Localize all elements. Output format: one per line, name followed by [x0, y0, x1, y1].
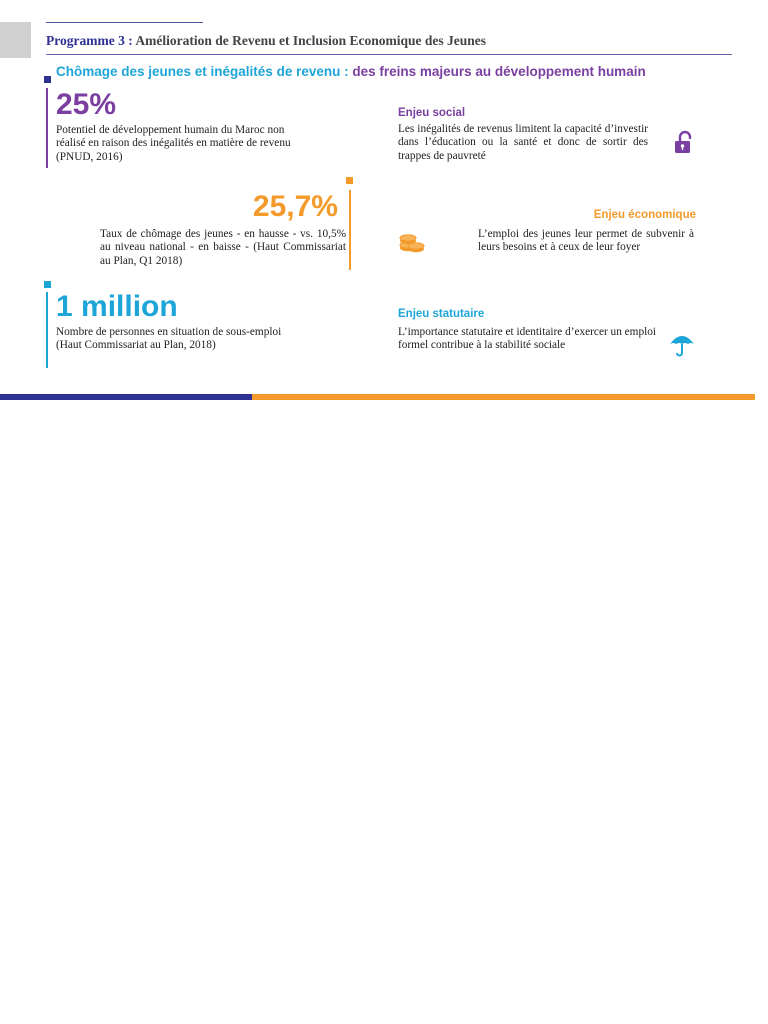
- enjeu-title: Enjeu économique: [593, 209, 696, 221]
- enjeu-title: Enjeu statutaire: [398, 308, 485, 320]
- stat-source: (Haut Commissariat au Plan, 2018): [56, 339, 216, 352]
- enjeu-description: L’emploi des jeunes leur permet de subvenir à leurs besoins et à ceux de leur foyer: [478, 228, 694, 254]
- stat-divider: [349, 190, 351, 270]
- subtitle-part2: des freins majeurs au développement humain: [352, 64, 646, 79]
- enjeu-description: Les inégalités de revenus limitent la capacité d’investir dans l’éducation ou la santé et donc de sortir des trappes de pauvreté: [398, 123, 648, 162]
- coins-icon: [398, 229, 428, 253]
- stat-divider: [46, 88, 48, 168]
- page-header: [46, 33, 486, 49]
- header-rule: [46, 54, 732, 55]
- stat-value: 25%: [56, 88, 117, 121]
- program-title: Amélioration de Revenu et Inclusion Economique des Jeunes: [135, 33, 486, 48]
- top-rule: [46, 22, 203, 23]
- stat-value: 1 million: [56, 290, 178, 323]
- enjeu-title: Enjeu social: [398, 107, 466, 119]
- bullet-square: [44, 76, 51, 83]
- stat-description: Taux de chômage des jeunes - en hausse - vs. 10,5% au niveau national - en baisse - (Haut Commissariat au Plan, Q1 2018): [100, 228, 346, 267]
- stat-divider: [46, 292, 48, 368]
- stat-description: [56, 326, 288, 353]
- footer-bar-orange: [252, 394, 755, 400]
- umbrella-icon: [669, 332, 695, 358]
- stat-description: Potentiel de développement humain du Maroc non réalisé en raison des inégalités en matière de revenu (PNUD, 2016): [56, 124, 291, 163]
- stat-value: 25,7%: [252, 190, 338, 223]
- page-corner-tab: [0, 22, 31, 58]
- bullet-square: [44, 281, 51, 288]
- enjeu-description: L’importance statutaire et identitaire d’exercer un emploi formel contribue à la stabilité sociale: [398, 326, 657, 352]
- bullet-square: [346, 177, 353, 184]
- section-subtitle: [56, 64, 646, 79]
- subtitle-part1: Chômage des jeunes et inégalités de revenu :: [56, 64, 349, 79]
- footer-bar-navy: [0, 394, 252, 400]
- unlocked-padlock-icon: [673, 130, 695, 156]
- program-label: Programme 3 :: [46, 33, 133, 48]
- stat-description-line: Nombre de personnes en situation de sous-emploi: [56, 326, 282, 338]
